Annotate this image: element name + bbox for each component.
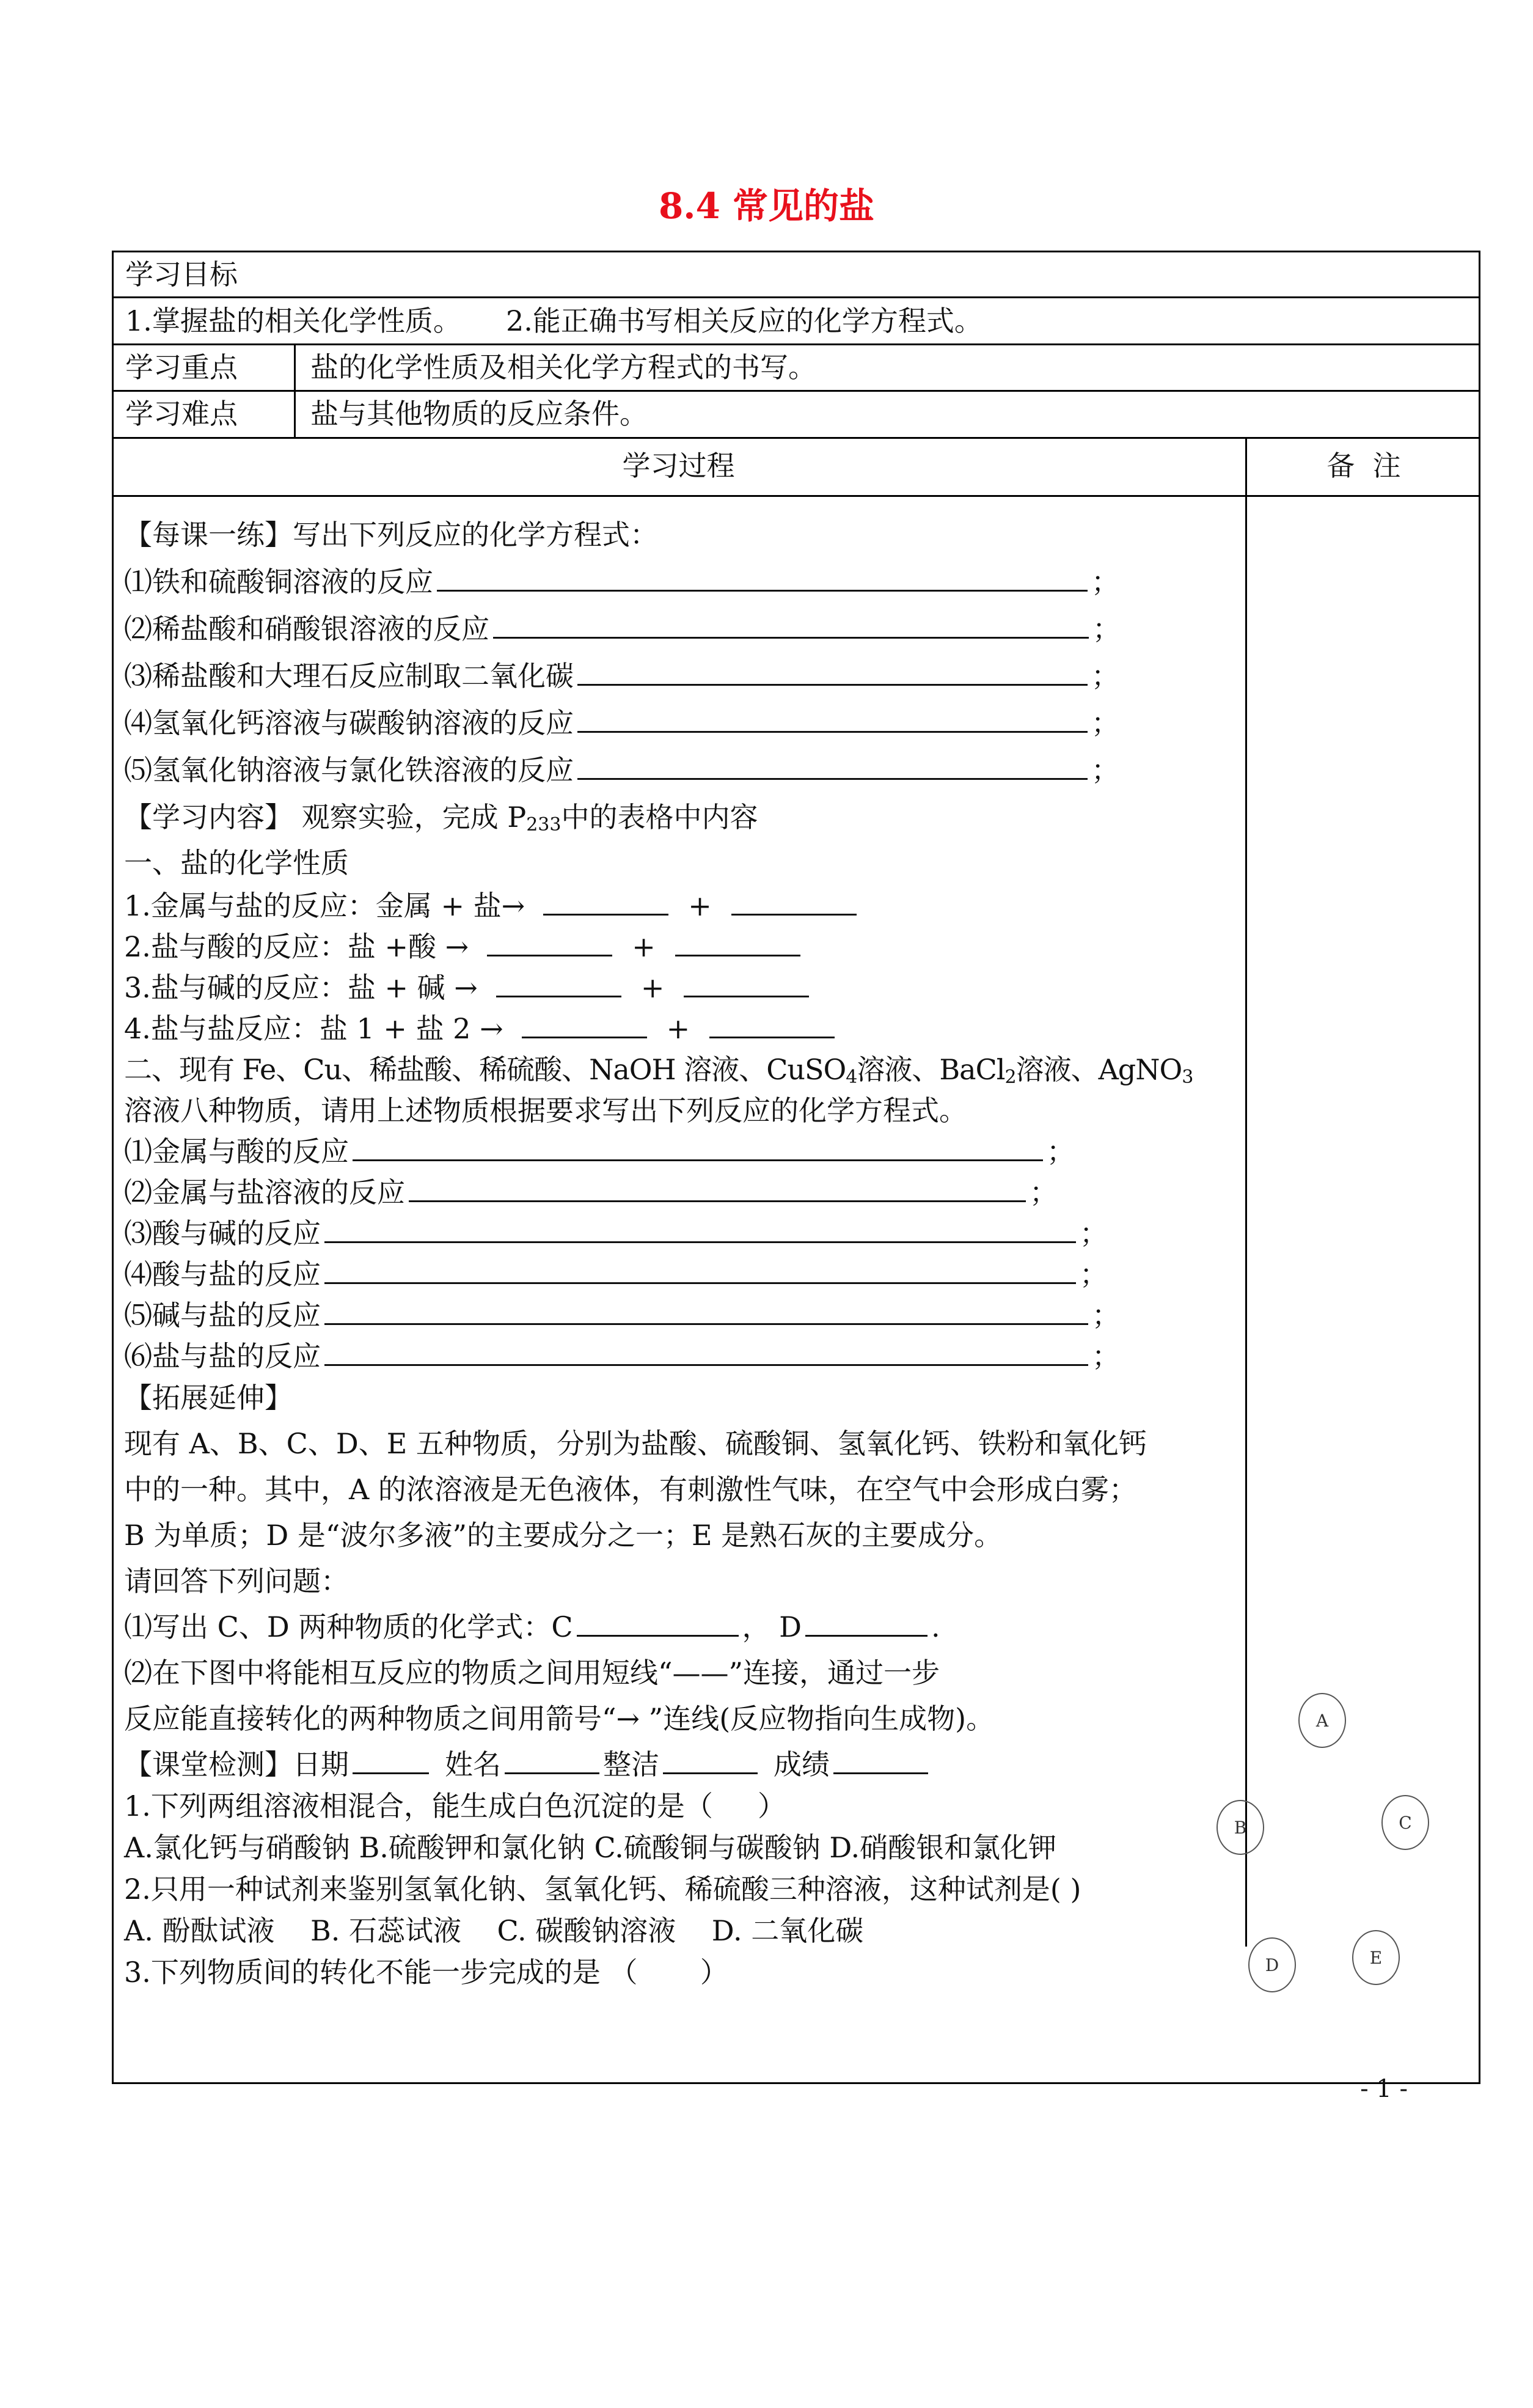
table-rule xyxy=(112,296,1480,298)
answer-blank[interactable] xyxy=(731,889,857,916)
reaction-item: ⑹盐与盐的反应 ； xyxy=(124,1340,1120,1373)
table-border-bottom xyxy=(112,2082,1480,2084)
answer-blank[interactable] xyxy=(577,659,1088,686)
answer-blank[interactable] xyxy=(493,612,1089,639)
check-question: 2.只用一种试剂来鉴别氢氧化钠、氢氧化钙、稀硫酸三种溶液，这种试剂是( ) xyxy=(124,1873,1081,1906)
extension-question-2: ⑵在下图中将能相互反应的物质之间用短线“——”连接，通过一步 xyxy=(124,1656,940,1689)
table-border-right xyxy=(1479,251,1480,2084)
table-border-top xyxy=(112,251,1480,252)
practice-item-text: ⑵稀盐酸和硝酸银溶液的反应 xyxy=(124,612,489,645)
extension-text: 中的一种。其中，A 的浓溶液是无色液体，有刺激性气味，在空气中会形成白雾； xyxy=(124,1473,1137,1506)
reaction-item: ⑶酸与碱的反应 ； xyxy=(124,1217,1108,1250)
goals-label: 学习目标 xyxy=(125,258,238,291)
name-blank[interactable] xyxy=(505,1748,599,1774)
content-heading: 【学习内容】 观察实验，完成 $P_{233}$中的表格中内容 xyxy=(124,801,758,835)
difficulty-text: 盐与其他物质的反应条件。 xyxy=(310,397,648,430)
answer-blank[interactable] xyxy=(577,1610,739,1637)
answer-blank[interactable] xyxy=(324,1258,1076,1284)
table-rule xyxy=(112,437,1480,439)
extension-text: B 为单质；D 是“波尔多液”的主要成分之一；E 是熟石灰的主要成分。 xyxy=(124,1519,1003,1552)
circle-b: B xyxy=(1217,1800,1264,1855)
extension-question-1: ⑴写出 C、D 两种物质的化学式：C ， D . xyxy=(124,1610,940,1643)
circle-d: D xyxy=(1248,1937,1296,1992)
practice-item: ⑸氢氧化钠溶液与氯化铁溶液的反应 ； xyxy=(124,754,1119,787)
answer-blank[interactable] xyxy=(805,1610,927,1637)
score-blank[interactable] xyxy=(833,1748,928,1774)
extension-question-2-cont: 反应能直接转化的两种物质之间用箭号“→ ”连线(反应物指向生成物)。 xyxy=(124,1702,995,1735)
answer-blank[interactable] xyxy=(496,971,621,997)
answer-blank[interactable] xyxy=(675,930,800,956)
answer-blank[interactable] xyxy=(577,707,1088,733)
neat-blank[interactable] xyxy=(663,1748,758,1774)
page-number: - 1 - xyxy=(1360,2075,1408,2103)
page-title: 8.4 常见的盐 xyxy=(658,185,875,227)
date-blank[interactable] xyxy=(353,1748,429,1774)
goals-text: 1.掌握盐的相关化学性质。 2.能正确书写相关反应的化学方程式。 xyxy=(125,304,982,337)
answer-blank[interactable] xyxy=(409,1176,1026,1202)
property-line: 4.盐与盐反应：盐 1 + 盐 2 → + xyxy=(124,1012,838,1046)
practice-item: ⑵稀盐酸和硝酸银溶液的反应 ； xyxy=(124,612,1121,645)
answer-blank[interactable] xyxy=(324,1340,1088,1366)
check-heading: 【课堂检测】日期 姓名 整洁 成绩 xyxy=(124,1748,932,1782)
reaction-item: ⑵金属与盐溶液的反应 ； xyxy=(124,1176,1058,1209)
practice-item-text: ⑶稀盐酸和大理石反应制取二氧化碳 xyxy=(124,659,574,692)
section2-line2: 溶液八种物质，请用上述物质根据要求写出下列反应的化学方程式。 xyxy=(124,1094,967,1127)
table-rule xyxy=(112,343,1480,345)
key-point-label: 学习重点 xyxy=(125,351,238,384)
table-rule xyxy=(112,390,1480,392)
extension-text: 请回答下列问题： xyxy=(124,1565,349,1598)
property-line: 1.金属与盐的反应：金属 + 盐→ + xyxy=(124,889,860,923)
answer-blank[interactable] xyxy=(324,1299,1088,1325)
circle-e: E xyxy=(1352,1930,1400,1985)
property-line: 2.盐与酸的反应：盐 +酸 → + xyxy=(124,930,804,964)
table-rule xyxy=(112,495,1480,497)
answer-blank[interactable] xyxy=(577,754,1088,780)
answer-blank[interactable] xyxy=(684,971,809,997)
label-column-divider xyxy=(294,343,296,437)
lesson-table xyxy=(112,251,1480,2408)
practice-item: ⑶稀盐酸和大理石反应制取二氧化碳 ； xyxy=(124,659,1119,692)
answer-blank[interactable] xyxy=(522,1012,647,1038)
practice-item-text: ⑸氢氧化钠溶液与氯化铁溶液的反应 xyxy=(124,754,574,787)
key-point-text: 盐的化学性质及相关化学方程式的书写。 xyxy=(310,351,816,384)
practice-item-text: ⑴铁和硫酸铜溶液的反应 xyxy=(124,565,433,598)
answer-blank[interactable] xyxy=(709,1012,835,1038)
reaction-item: ⑷酸与盐的反应 ； xyxy=(124,1258,1108,1291)
table-border-left xyxy=(112,251,114,2084)
reaction-item: ⑴金属与酸的反应 ； xyxy=(124,1135,1075,1168)
extension-heading: 【拓展延伸】 xyxy=(124,1381,293,1414)
answer-blank[interactable] xyxy=(487,930,612,956)
answer-blank[interactable] xyxy=(353,1135,1043,1161)
circle-c: C xyxy=(1381,1795,1429,1850)
check-options: A. 酚酞试液 B. 石蕊试液 C. 碳酸钠溶液 D. 二氧化碳 xyxy=(124,1914,864,1947)
process-header: 学习过程 xyxy=(622,449,735,482)
difficulty-label: 学习难点 xyxy=(125,397,238,430)
check-options: A.氯化钙与硝酸钠 B.硫酸钾和氯化钠 C.硫酸铜与碳酸钠 D.硝酸银和氯化钾 xyxy=(124,1831,1057,1864)
notes-header: 备 注 xyxy=(1326,449,1401,482)
practice-item: ⑴铁和硫酸铜溶液的反应 ； xyxy=(124,565,1119,598)
practice-item: ⑷氢氧化钙溶液与碳酸钠溶液的反应 ； xyxy=(124,707,1119,740)
answer-blank[interactable] xyxy=(543,889,668,916)
notes-column-divider xyxy=(1245,437,1247,1947)
reaction-item: ⑸碱与盐的反应 ； xyxy=(124,1299,1120,1332)
practice-heading: 【每课一练】写出下列反应的化学方程式： xyxy=(124,518,658,551)
check-question: 3.下列物质间的转化不能一步完成的是 （ ） xyxy=(124,1956,728,1989)
section-heading: 一、盐的化学性质 xyxy=(124,846,349,879)
answer-blank[interactable] xyxy=(437,565,1088,592)
answer-blank[interactable] xyxy=(324,1217,1076,1243)
property-line: 3.盐与碱的反应：盐 + 碱 → + xyxy=(124,971,813,1005)
extension-text: 现有 A、B、C、D、E 五种物质，分别为盐酸、硫酸铜、氢氧化钙、铁粉和氧化钙 xyxy=(124,1427,1147,1460)
practice-item-text: ⑷氢氧化钙溶液与碳酸钠溶液的反应 xyxy=(124,707,574,740)
circle-a: A xyxy=(1298,1693,1346,1748)
check-question: 1.下列两组溶液相混合，能生成白色沉淀的是（ ） xyxy=(124,1789,786,1823)
section2-line1: 二、现有 Fe、Cu、稀盐酸、稀硫酸、NaOH 溶液、CuSO$_4$溶液、BaCl$_2$溶液、AgNO$_3$ xyxy=(124,1053,1193,1088)
